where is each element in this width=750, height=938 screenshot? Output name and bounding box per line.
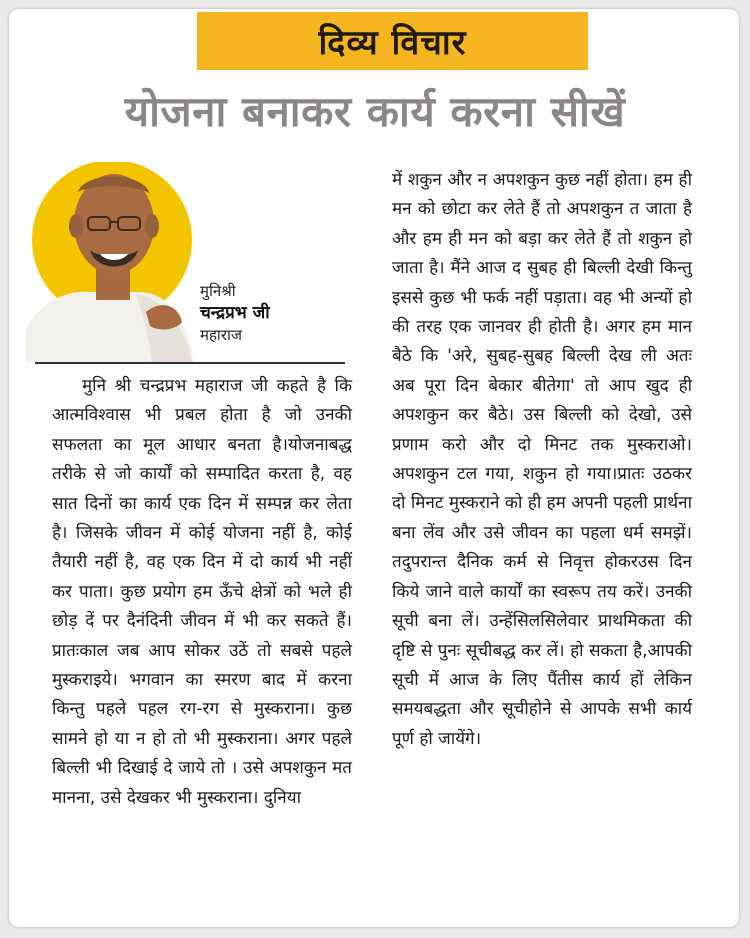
article-column-left: मुनि श्री चन्द्रप्रभ महाराज जी कहते है कि आत्मविश्वास भी प्रबल होता है जो उनकी सफलता का मूल आधार बनता है।योजनाबद्ध तरीके से जो कार्यों को सम्पादित करता है, वह सात दिनों का कार्य एक दिन में सम्पन्न कर लेता है। जिसके जीवन में कोई योजना नहीं है, कोई तैयारी नहीं है, वह एक दिन में दो कार्य भी नहीं कर पाता। कुछ प्रयोग हम ऊँचे क्षेत्रों को भले ही छोड़ दें पर दैनंदिनी जीवन में भी कर सकते हैं। प्रातःकाल जब आप सोकर उठें तो सबसे पहले मुस्कराइये। भगवान का स्मरण बाद में करना किन्तु पहले पहल रग-रग से मुस्कराना। कुछ सामने हो या न हो तो भी मुस्कराना। अगर पहले बिल्ली भी दिखाई दे जाये तो । उसे अपशकुन मत मानना, उसे देखकर भी मुस्कराना। दुनिया [52, 376, 352, 808]
headline: योजना बनाकर कार्य करना सीखें [124, 87, 626, 136]
author-portrait [26, 162, 206, 362]
byline-suffix: महाराज [200, 326, 242, 344]
byline-divider [35, 362, 345, 364]
author-name: चन्द्रप्रभ जी [200, 303, 270, 323]
section-tag: दिव्य विचार [197, 12, 588, 70]
article-column-right: में शकुन और न अपशकुन कुछ नहीं होता। हम ही मन को छोटा कर लेते हैं तो अपशकुन त जाता है और हम ही मन को बड़ा कर लेते हैं तो शकुन हो जाता है। मैंने आज द सुबह ही बिल्ली देखी किन्तु इससे कुछ भी फर्क नहीं पड़ाता। वह भी अन्यों हो की तरह एक जानवर ही होती है। अगर हम मान बैठे कि 'अरे, सुबह-सुबह बिल्ली देख ली अतः अब पूरा दिन बेकार बीतेगा' तो आप खुद ही अपशकुन कर बैठे। उस बिल्ली को देखो, उसे प्रणाम करो और दो मिनट तक मुस्कराओ। अपशकुन टल गया, शकुन हो गया।प्रातः उठकर दो मिनट मुस्कराने को ही हम अपनी पहली प्रार्थना बना लेंव और उसे जीवन का पहला धर्म समझें। तदुपरान्त दैनिक कर्म से निवृत्त होकरउस दिन किये जाने वाले कार्यों का स्वरूप तय करें। उनकी सूची बना लें। उन्हेंसिलसिलेवार प्राथमिकता की दृष्टि से पुनः सूचीबद्ध कर लें। हो सकता है,आपकी सूची में आज के लिए पैंतीस कार्य हों लेकिन समयबद्धता और सूचीहोने से आपके सभी कार्य पूर्ण हो जायेंगे। [392, 170, 692, 749]
author-byline [200, 280, 270, 346]
byline-prefix: मुनिश्री [200, 282, 236, 300]
